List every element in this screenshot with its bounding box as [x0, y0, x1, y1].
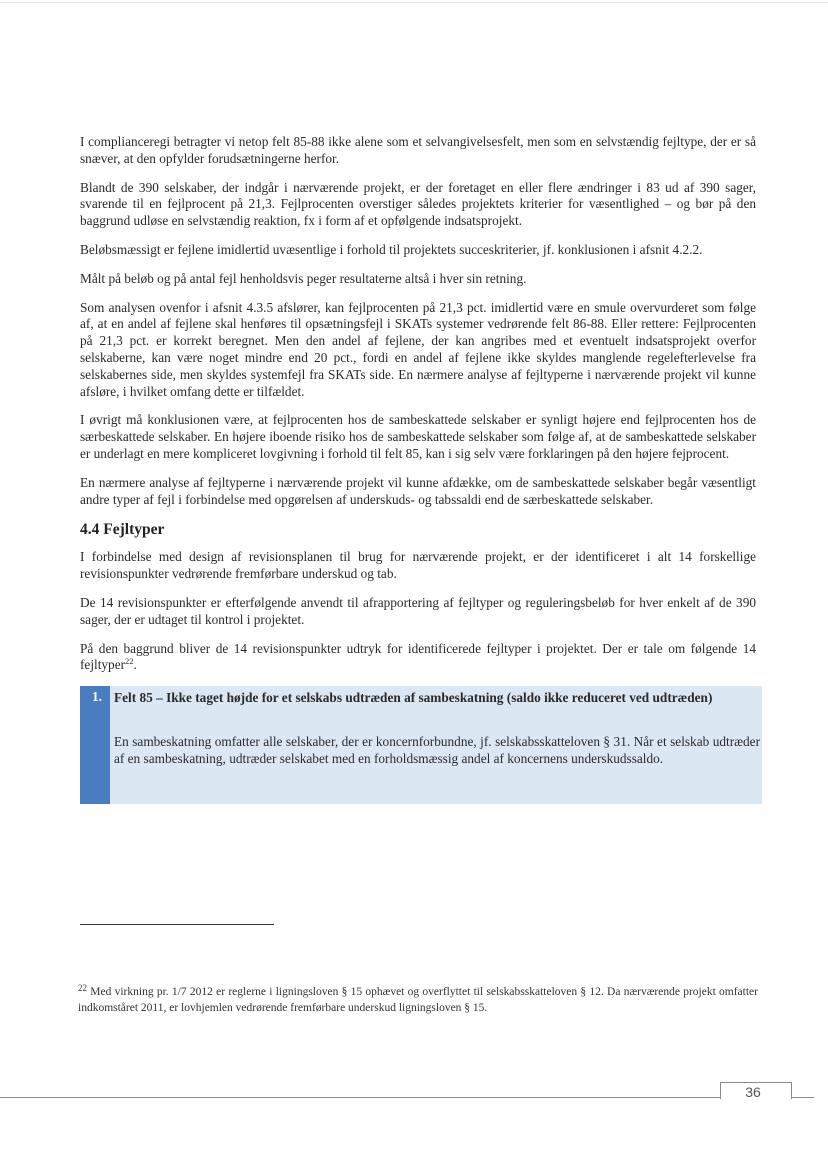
footnote-separator	[80, 924, 274, 925]
footnote	[78, 984, 758, 1016]
footer-line	[0, 1097, 720, 1098]
paragraph: Blandt de 390 selskaber, der indgår i nærværende projekt, er der foretaget en eller flere ændringer i 83 ud af 390 sager, svarende til en fejlprocent på 21,3. Fejlprocenten overstiger således projektets kriterier for væsentlighed – og bør på den baggrund udløse en selvstændig reaktion, fx i form af et opfølgende indsatsprojekt.	[80, 179, 756, 229]
paragraph: I complianceregi betragter vi netop felt 85-88 ikke alene som et selvangivelsesfelt, men som en selvstændig fejltype, der er så snæver, at den opfylder forudsætningerne herfor.	[80, 134, 756, 166]
paragraph: Beløbsmæssigt er fejlene imidlertid uvæsentlige i forhold til projektets succeskriterier, jf. konklusionen i afsnit 4.2.2.	[80, 241, 703, 257]
section-heading: 4.4 Fejltyper	[80, 521, 165, 539]
footnote-text: Med virkning pr. 1/7 2012 er reglerne i ligningsloven § 15 ophævet og overflyttet til selskabsskatteloven § 12. Da nærværende projekt omfatter indkomståret 2011, er lovhjemlen vedrørende fremførbare underskud ligningsloven § 15.	[78, 986, 758, 1014]
paragraph: De 14 revisionspunkter er efterfølgende anvendt til afrapportering af fejltyper og reguleringsbeløb for hver enkelt af de 390 sager, der er udtaget til kontrol i projektet.	[80, 594, 756, 627]
error-type-box	[80, 686, 762, 804]
footnote-number: 22	[78, 983, 87, 993]
paragraph: I forbindelse med design af revisionsplanen til brug for nærværende projekt, er der identificeret i alt 14 forskellige revisionspunkter vedrørende fremførbare underskud og tab.	[80, 549, 756, 582]
paragraph-text: På den baggrund bliver de 14 revisionspunkter udtryk for identificerede fejltyper i projektet. Der er tale om følgende 14 fejltyper	[80, 640, 756, 673]
footer-line-right	[791, 1097, 814, 1098]
box-body: En sambeskatning omfatter alle selskaber, der er koncernforbundne, jf. selskabsskatteloven § 31. Når et selskab udtræder af en sambeskatning, udtræder selskabet med en forholdsmæssig andel af koncernens underskudssaldo.	[114, 734, 760, 766]
paragraph: Målt på beløb og på antal fejl henholdsvis peger resultaterne altså i hver sin retning.	[80, 270, 527, 286]
main-text	[80, 134, 760, 804]
paragraph-end: .	[133, 657, 137, 673]
top-edge-line	[0, 2, 828, 3]
paragraph: En nærmere analyse af fejltyperne i nærværende projekt vil kunne afdække, om de sambeskattede selskaber begår væsentligt andre typer af fejl i forbindelse med opgørelsen af underskuds- og tabssaldi end de særbeskattede selskaber.	[80, 474, 756, 507]
footnote-reference[interactable]: 22	[125, 656, 134, 667]
box-heading: Felt 85 – Ikke taget højde for et selskabs udtræden af sambeskatning (saldo ikke reduceret ved udtræden)	[114, 690, 713, 706]
paragraph: Som analysen ovenfor i afsnit 4.3.5 afslører, kan fejlprocenten på 21,3 pct. imidlertid være en smule overvurderet som følge af, at en andel af fejlene skal henføres til opsætningsfejl i SKATs systemer vedrørende felt 86-88. Eller rettere: Fejlprocenten på 21,3 pct. er korrekt beregnet. Men den andel af fejlene, der kan angribes med et eventuelt indsatsprojekt overfor selskaberne, kan være noget mindre end 20 pct., fordi en andel af fejlene ikke skyldes manglende regelefterlevelse fra selskabernes side, men skyldes systemfejl fra SKATs side. En nærmere analyse af fejltyperne i nærværende projekt vil kunne afsløre, i hvilket omfang dette er tilfældet.	[80, 299, 756, 399]
page-number: 36	[745, 1084, 761, 1100]
box-number: 1.	[92, 689, 102, 705]
paragraph	[80, 641, 756, 675]
paragraph: I øvrigt må konklusionen være, at fejlprocenten hos de sambeskattede selskaber er synligt højere end fejlprocenten hos de særbeskattede selskaber. En højere iboende risiko hos de sambeskattede selskaber som følge af, at de sambeskattede selskaber er underlagt en mere kompliceret lovgivning i forhold til felt 85, kan i sig selv være forklaringen på den højere fejprocent.	[80, 412, 756, 461]
